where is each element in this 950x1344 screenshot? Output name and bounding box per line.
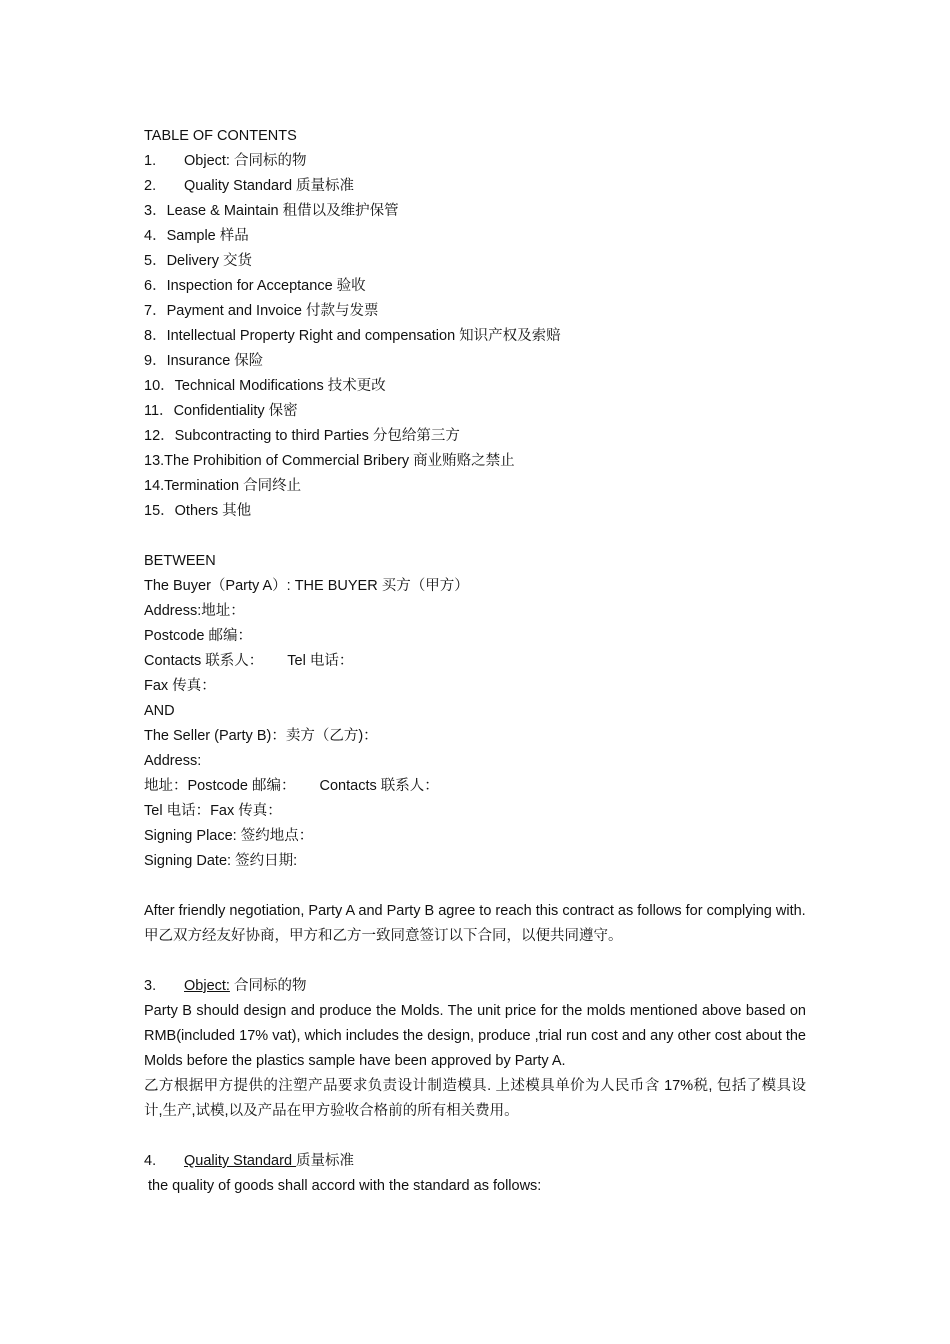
toc-item-text: Subcontracting to third Parties 分包给第三方 <box>174 428 460 444</box>
seller-address: Address: <box>144 753 202 769</box>
toc-item <box>144 299 806 324</box>
toc-item <box>144 149 806 174</box>
section-3-number: 3. <box>144 978 157 994</box>
section-4-heading-underlined <box>144 1153 296 1169</box>
toc-item-text: Payment and Invoice 付款与发票 <box>166 303 379 319</box>
toc-item-text: Lease & Maintain 租借以及维护保管 <box>166 203 399 219</box>
toc-item <box>144 374 806 399</box>
toc-item-number: 15． <box>144 503 175 519</box>
section-3-heading <box>144 974 806 999</box>
document-body <box>144 124 806 1199</box>
toc-item <box>144 499 806 524</box>
buyer-fax: Fax 传真： <box>144 678 216 694</box>
toc-item-number: 9． <box>144 353 167 369</box>
toc-item-text: Delivery 交货 <box>166 253 252 269</box>
toc-item <box>144 274 806 299</box>
toc-item-number: 7． <box>144 303 167 319</box>
spacer <box>144 1124 806 1149</box>
toc-item-text: Termination 合同终止 <box>164 478 302 494</box>
signing-date: Signing Date: 签约日期: <box>144 853 298 869</box>
toc-item-number: 11． <box>144 403 174 419</box>
toc-item-number: 14. <box>144 478 165 494</box>
signing-place: Signing Place: 签约地点： <box>144 828 314 844</box>
section-3-title-zh: 合同标的物 <box>229 978 307 994</box>
toc-item-text: Technical Modifications 技术更改 <box>174 378 386 394</box>
section-3-heading-underlined <box>144 978 230 994</box>
toc-item-text: Others 其他 <box>174 503 252 519</box>
section-4-body-en: the quality of goods shall accord with the standard as follows: <box>148 1178 542 1194</box>
toc-item <box>144 349 806 374</box>
section-4-heading <box>144 1149 806 1174</box>
toc-item-number: 5． <box>144 253 167 269</box>
buyer-postcode: Postcode 邮编： <box>144 628 252 644</box>
buyer-contacts-line <box>144 649 806 674</box>
toc-title: TABLE OF CONTENTS <box>144 128 297 144</box>
toc-item <box>144 174 806 199</box>
toc-item-text: Intellectual Property Right and compensation 知识产权及索赔 <box>166 328 561 344</box>
section-4-title-en: Quality Standard <box>184 1153 297 1169</box>
toc-item <box>144 449 806 474</box>
buyer-address: Address:地址： <box>144 603 245 619</box>
toc-item-number: 12． <box>144 428 175 444</box>
toc-item <box>144 324 806 349</box>
toc-item-number: 2. <box>144 178 157 194</box>
buyer-tel: Tel 电话： <box>287 653 354 669</box>
seller-address-postcode-line <box>144 774 806 799</box>
toc-item-number: 13. <box>144 453 165 469</box>
section-4-title-zh: 质量标准 <box>296 1153 355 1169</box>
toc-item-number: 8． <box>144 328 167 344</box>
section-3-title-en: Object: <box>184 978 230 994</box>
toc-item-text: Confidentiality 保密 <box>173 403 298 419</box>
seller-address-postcode: 地址：Postcode 邮编： <box>144 778 296 794</box>
between-label: BETWEEN <box>144 553 216 569</box>
toc-item <box>144 424 806 449</box>
preamble-zh: 甲乙双方经友好协商，甲方和乙方一致同意签订以下合同，以便共同遵守。 <box>144 928 623 944</box>
seller-tel-fax: Tel 电话：Fax 传真： <box>144 803 282 819</box>
toc-item-number: 4． <box>144 228 167 244</box>
and-label: AND <box>144 703 175 719</box>
toc-item-text: The Prohibition of Commercial Bribery 商业贿赂之禁止 <box>164 453 515 469</box>
toc-item <box>144 199 806 224</box>
toc-item-text: Insurance 保险 <box>166 353 264 369</box>
buyer-line: The Buyer（Party A）: THE BUYER 买方（甲方） <box>144 578 469 594</box>
toc-item-text: Object: 合同标的物 <box>184 153 307 169</box>
spacer <box>144 949 806 974</box>
toc-item-number: 3． <box>144 203 167 219</box>
spacer <box>144 524 806 549</box>
toc-item <box>144 249 806 274</box>
section-4-number: 4. <box>144 1153 157 1169</box>
preamble-en: After friendly negotiation, Party A and Party B agree to reach this contract as follows for complying with. <box>144 903 806 919</box>
seller-contacts: Contacts 联系人： <box>319 778 439 794</box>
section-3-body-en: Party B should design and produce the Molds. The unit price for the molds mentioned above based on RMB(included 17% vat), which includes the design, produce ,trial run cost and any other cost about the Molds before the plastics sample have been approved by Party A. <box>144 1003 806 1069</box>
toc-item-text: Sample 样品 <box>166 228 249 244</box>
toc-item-text: Inspection for Acceptance 验收 <box>166 278 366 294</box>
toc-item-text: Quality Standard 质量标准 <box>184 178 355 194</box>
toc-list <box>144 149 806 524</box>
toc-item <box>144 224 806 249</box>
spacer <box>144 874 806 899</box>
toc-item-number: 10． <box>144 378 175 394</box>
seller-line: The Seller (Party B)：卖方（乙方)： <box>144 728 378 744</box>
toc-item <box>144 399 806 424</box>
toc-item-number: 6． <box>144 278 167 294</box>
toc-item <box>144 474 806 499</box>
toc-item-number: 1. <box>144 153 157 169</box>
buyer-contacts: Contacts 联系人： <box>144 653 264 669</box>
section-3-body-zh: 乙方根据甲方提供的注塑产品要求负责设计制造模具. 上述模具单价为人民币含 17%税, 包括了模具设计,生产,试模,以及产品在甲方验收合格前的所有相关费用。 <box>144 1078 806 1119</box>
